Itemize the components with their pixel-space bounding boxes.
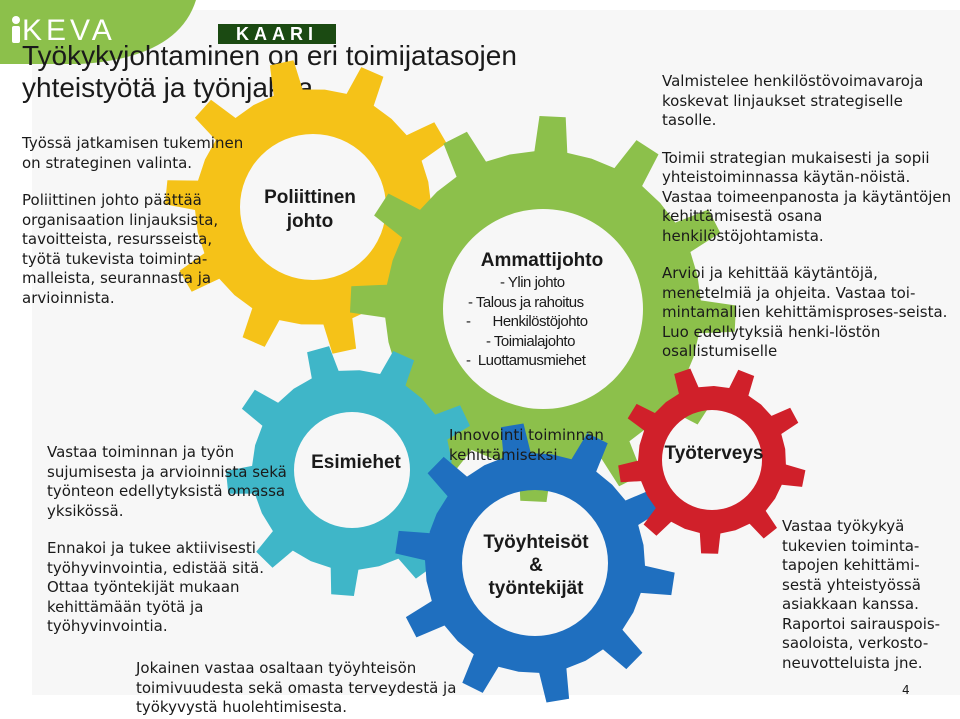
- keva-logo: KEVA: [22, 14, 116, 47]
- kaari-logo: KAARI: [218, 24, 336, 44]
- tyoyhteisot-label-line: Työyhteisöt: [483, 532, 589, 553]
- ammattijohto-item: - Henkilöstöjohto: [466, 313, 588, 330]
- poliittinen-label-line: Poliittinen: [264, 187, 356, 208]
- right-text-p1: Valmistelee henkilöstövoimavaroja koskevat linjaukset strategiselle tasolle.: [662, 72, 924, 129]
- poliittinen-label-line: johto: [286, 211, 334, 232]
- tyoterveys-text: Vastaa työkykyä tukevien toiminta-tapojen kehittämi-sestä yhteistyössä asiakkaan kanssa. Raportoi sairauspois-saoloista, verkosto-neuvotteluista jne.: [782, 517, 941, 672]
- tyoterveys-label: Työterveys: [664, 443, 764, 464]
- left-text-p2: Poliittinen johto päättää organisaation linjauksista, tavoitteista, resursseista, työtä tukevista toiminta-malleista, seurannasta ja arvioinnista.: [22, 191, 219, 307]
- tyoyhteisot-label-line: työntekijät: [488, 578, 584, 599]
- ammattijohto-item: - Toimialajohto: [486, 332, 575, 350]
- right-text: [662, 72, 952, 380]
- esimiehet-label: Esimiehet: [311, 452, 401, 473]
- right-text-p2: Toimii strategian mukaisesti ja sopii yhteistoiminnassa käytän-nöistä. Vastaa toimeenpanosta ja käytäntöjen kehittämisestä osana henkilöstöjohtamista.: [662, 148, 952, 245]
- esimiehet-text-p1: Vastaa toiminnan ja työn sujumisesta ja arvioinnista sekä työnteon edellytyksistä omassa yksikössä.: [47, 443, 287, 520]
- ammattijohto-item: - Talous ja rahoitus: [468, 293, 584, 311]
- innovointi-text: Innovointi toiminnan kehittämiseksi: [449, 426, 604, 464]
- left-text: [22, 134, 250, 326]
- poliittinen-johto-label: [250, 186, 370, 234]
- ammattijohto-list: [462, 273, 622, 371]
- tyoyhteisot-label: [466, 531, 606, 600]
- ammattijohto-item: - Ylin johto: [500, 274, 565, 291]
- ammattijohto-item: - Luottamusmiehet: [466, 352, 586, 369]
- esimiehet-text-p2: Ennakoi ja tukee aktiivisesti työhyvinvointia, edistää sitä. Ottaa työntekijät mukaan kehittämään työtä ja työhyvinvointia.: [47, 539, 264, 635]
- page-title-line: yhteistyötä ja työnjakoa: [22, 72, 314, 103]
- bottom-text: Jokainen vastaa osaltaan työyhteisön toimivuudesta sekä omasta terveydestä ja työkyvystä huolehtimisesta.: [136, 659, 457, 716]
- page-title-line: Työkykyjohtaminen on eri toimijatasojen: [22, 40, 517, 71]
- page-number: 4: [902, 683, 910, 697]
- ammattijohto-label: Ammattijohto: [480, 250, 604, 271]
- esimiehet-text: [47, 443, 295, 655]
- right-text-p3: Arvioi ja kehittää käytäntöjä, menetelmiä ja ohjeita. Vastaa toi-mintamallien kehittämisproses-seista. Luo edellytyksiä henki-löstön osallistumiselle: [662, 264, 948, 360]
- left-text-p1: Työssä jatkamisen tukeminen on strateginen valinta.: [22, 134, 244, 172]
- tyoyhteisot-label-line: &: [529, 555, 543, 576]
